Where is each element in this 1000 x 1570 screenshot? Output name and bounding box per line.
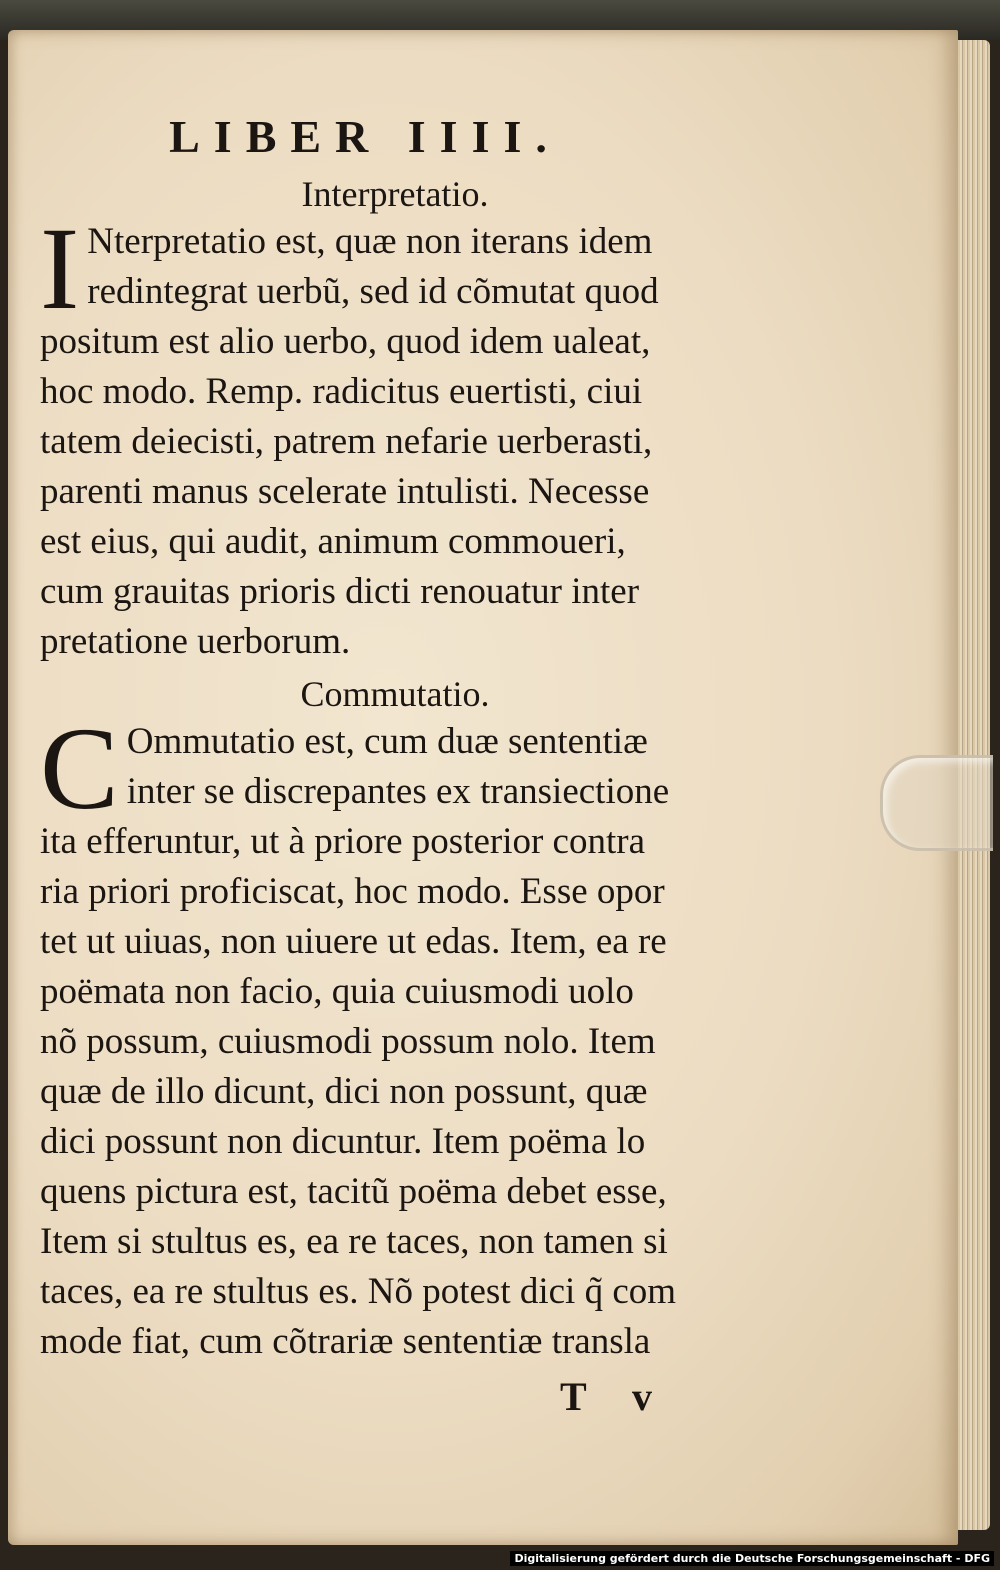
text-line: hoc modo. Remp. radicitus euertisti, ciui xyxy=(40,371,643,412)
text-block xyxy=(40,110,750,1420)
text-line: taces, ea re stultus es. Nõ potest dici q̃ com xyxy=(40,1271,677,1312)
text-line: est eius, qui audit, animum commoueri, xyxy=(40,521,626,562)
text-line: positum est alio uerbo, quod idem ualeat, xyxy=(40,321,651,362)
text-line: mode fiat, cum cõtrariæ sententiæ transla xyxy=(40,1321,651,1362)
text-line: quæ de illo dicunt, dici non possunt, quæ xyxy=(40,1071,648,1112)
section-heading: Interpretatio. xyxy=(301,174,489,214)
dfg-footer: Digitalisierung gefördert durch die Deutsche Forschungsgemeinschaft - DFG xyxy=(510,1551,994,1566)
paragraph xyxy=(40,703,750,1367)
text-line: Nterpretatio est, quæ non iterans idem xyxy=(87,221,653,262)
paragraph xyxy=(40,203,750,667)
catchword-signature: T v xyxy=(560,1374,670,1419)
section-commutatio xyxy=(40,671,750,1367)
text-line: Item si stultus es, ea re taces, non tamen si xyxy=(40,1221,668,1262)
section-heading: Commutatio. xyxy=(300,674,490,714)
section-interpretatio xyxy=(40,171,750,667)
text-line: tet ut uiuas, non uiuere ut edas. Item, ea re xyxy=(40,921,667,962)
text-line: redintegrat uerbũ, sed id cõmutat quod xyxy=(87,271,659,312)
page-clip xyxy=(880,755,993,851)
text-line: pretatione uerborum. xyxy=(40,621,351,662)
running-head: LIBER IIII. xyxy=(169,111,561,162)
drop-initial: C xyxy=(40,703,119,834)
text-line: poëmata non facio, quia cuiusmodi uolo xyxy=(40,971,634,1012)
text-line: dici possunt non dicuntur. Item poëma lo xyxy=(40,1121,646,1162)
text-line: nõ possum, cuiusmodi possum nolo. Item xyxy=(40,1021,656,1062)
text-line: tatem deiecisti, patrem nefarie uerberasti, xyxy=(40,421,653,462)
text-line: inter se discrepantes ex transiectione xyxy=(126,771,670,812)
text-line: Ommutatio est, cum duæ sententiæ xyxy=(126,721,648,762)
text-line: quens pictura est, tacitũ poëma debet esse, xyxy=(40,1171,667,1212)
text-line: ita efferuntur, ut à priore posterior contra xyxy=(40,821,646,862)
text-line: ria priori proficiscat, hoc modo. Esse opor xyxy=(40,871,665,912)
drop-initial: I xyxy=(40,203,80,334)
text-line: cum grauitas prioris dicti renouatur inter xyxy=(40,571,640,612)
text-line: parenti manus scelerate intulisti. Necesse xyxy=(40,471,650,512)
